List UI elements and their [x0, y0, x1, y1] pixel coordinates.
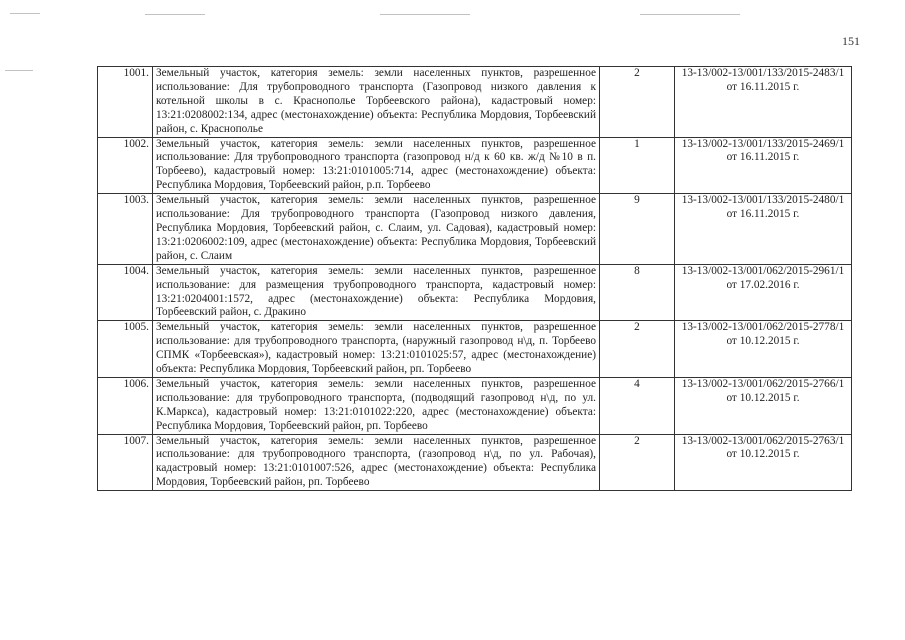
- registration-record: 13-13/002-13/001/062/2015-2961/1 от 17.02.2016 г.: [675, 264, 852, 321]
- table-row: [98, 377, 852, 434]
- scan-artifact: [10, 13, 40, 14]
- land-plot-description: Земельный участок, категория земель: земли населенных пунктов, разрешенное использование: для трубопроводного транспорта, (газопровод н\д, по ул. Рабочая), кадастровый номер: 13:21:0101007:526, адрес (местонахождение) объекта: Республика Мордовия, Торбеевский район, рп. Торбеево: [153, 434, 600, 491]
- scan-artifact: [5, 70, 33, 71]
- row-number: 1006.: [98, 377, 153, 434]
- row-number: 1003.: [98, 194, 153, 265]
- quantity-cell: 2: [600, 321, 675, 378]
- quantity-cell: 2: [600, 67, 675, 138]
- quantity-cell: 1: [600, 137, 675, 194]
- table-row: [98, 321, 852, 378]
- property-registry-table: [97, 66, 852, 491]
- scan-artifact: [145, 14, 205, 15]
- land-plot-description: Земельный участок, категория земель: земли населенных пунктов, разрешенное использование: Для трубопроводного транспорта (газопровод н/д к 60 кв. ж/д №10 в п. Торбеево), кадастровый номер: 13:21:0101005:714, адрес (местонахождение) объекта: Республика Мордовия, Торбеевский район, р.п. Торбеево: [153, 137, 600, 194]
- registration-record: 13-13/002-13/001/133/2015-2483/1 от 16.11.2015 г.: [675, 67, 852, 138]
- scan-artifact: [380, 14, 470, 15]
- quantity-cell: 2: [600, 434, 675, 491]
- row-number: 1005.: [98, 321, 153, 378]
- quantity-cell: 8: [600, 264, 675, 321]
- table-row: [98, 264, 852, 321]
- row-number: 1007.: [98, 434, 153, 491]
- table-row: [98, 67, 852, 138]
- row-number: 1004.: [98, 264, 153, 321]
- table-row: [98, 194, 852, 265]
- registration-record: 13-13/002-13/001/062/2015-2778/1 от 10.12.2015 г.: [675, 321, 852, 378]
- land-plot-description: Земельный участок, категория земель: земли населенных пунктов, разрешенное использование: для трубопроводного транспорта, (наружный газопровод н\д, п. Торбеево СПМК «Торбеевская»), кадастровый номер: 13:21:0101025:57, адрес (местонахождение) объекта: Республика Мордовия, Торбеевский район, рп. Торбеево: [153, 321, 600, 378]
- land-plot-description: Земельный участок, категория земель: земли населенных пунктов, разрешенное использование: Для трубопроводного транспорта (Газопровод низкого давления к котельной школы в с. Краснополье Торбеевского района), кадастровый номер: 13:21:0208002:134, адрес (местонахождение) объекта: Республика Мордовия, Торбеевский район, с. Краснополье: [153, 67, 600, 138]
- scan-artifact: [640, 14, 740, 15]
- page-number: 151: [842, 34, 860, 48]
- registration-record: 13-13/002-13/001/062/2015-2763/1 от 10.12.2015 г.: [675, 434, 852, 491]
- registration-record: 13-13/002-13/001/133/2015-2469/1 от 16.11.2015 г.: [675, 137, 852, 194]
- table-row: [98, 434, 852, 491]
- table-row: [98, 137, 852, 194]
- quantity-cell: 4: [600, 377, 675, 434]
- row-number: 1002.: [98, 137, 153, 194]
- land-plot-description: Земельный участок, категория земель: земли населенных пунктов, разрешенное использование: для трубопроводного транспорта, (подводящий газопровод н\д, по ул. К.Маркса), кадастровый номер: 13:21:0101022:220, адрес (местонахождение) объекта: Республика Мордовия, Торбеевский район, рп. Торбеево: [153, 377, 600, 434]
- registration-record: 13-13/002-13/001/062/2015-2766/1 от 10.12.2015 г.: [675, 377, 852, 434]
- table-body: [98, 67, 852, 491]
- registration-record: 13-13/002-13/001/133/2015-2480/1 от 16.11.2015 г.: [675, 194, 852, 265]
- row-number: 1001.: [98, 67, 153, 138]
- land-plot-description: Земельный участок, категория земель: земли населенных пунктов, разрешенное использование: Для трубопроводного транспорта (Газопровод низкого давления, Республика Мордовия, Торбеевский район, с. Слаим, ул. Садовая), кадастровый номер: 13:21:0206002:109, адрес (местонахождение) объекта: Республика Мордовия, Торбеевский район, с. Слаим: [153, 194, 600, 265]
- quantity-cell: 9: [600, 194, 675, 265]
- land-plot-description: Земельный участок, категория земель: земли населенных пунктов, разрешенное использование: для размещения трубопроводного транспорта, кадастровый номер: 13:21:0204001:1572, адрес (местонахождение) объекта: Республика Мордовия, Торбеевский район, с. Дракино: [153, 264, 600, 321]
